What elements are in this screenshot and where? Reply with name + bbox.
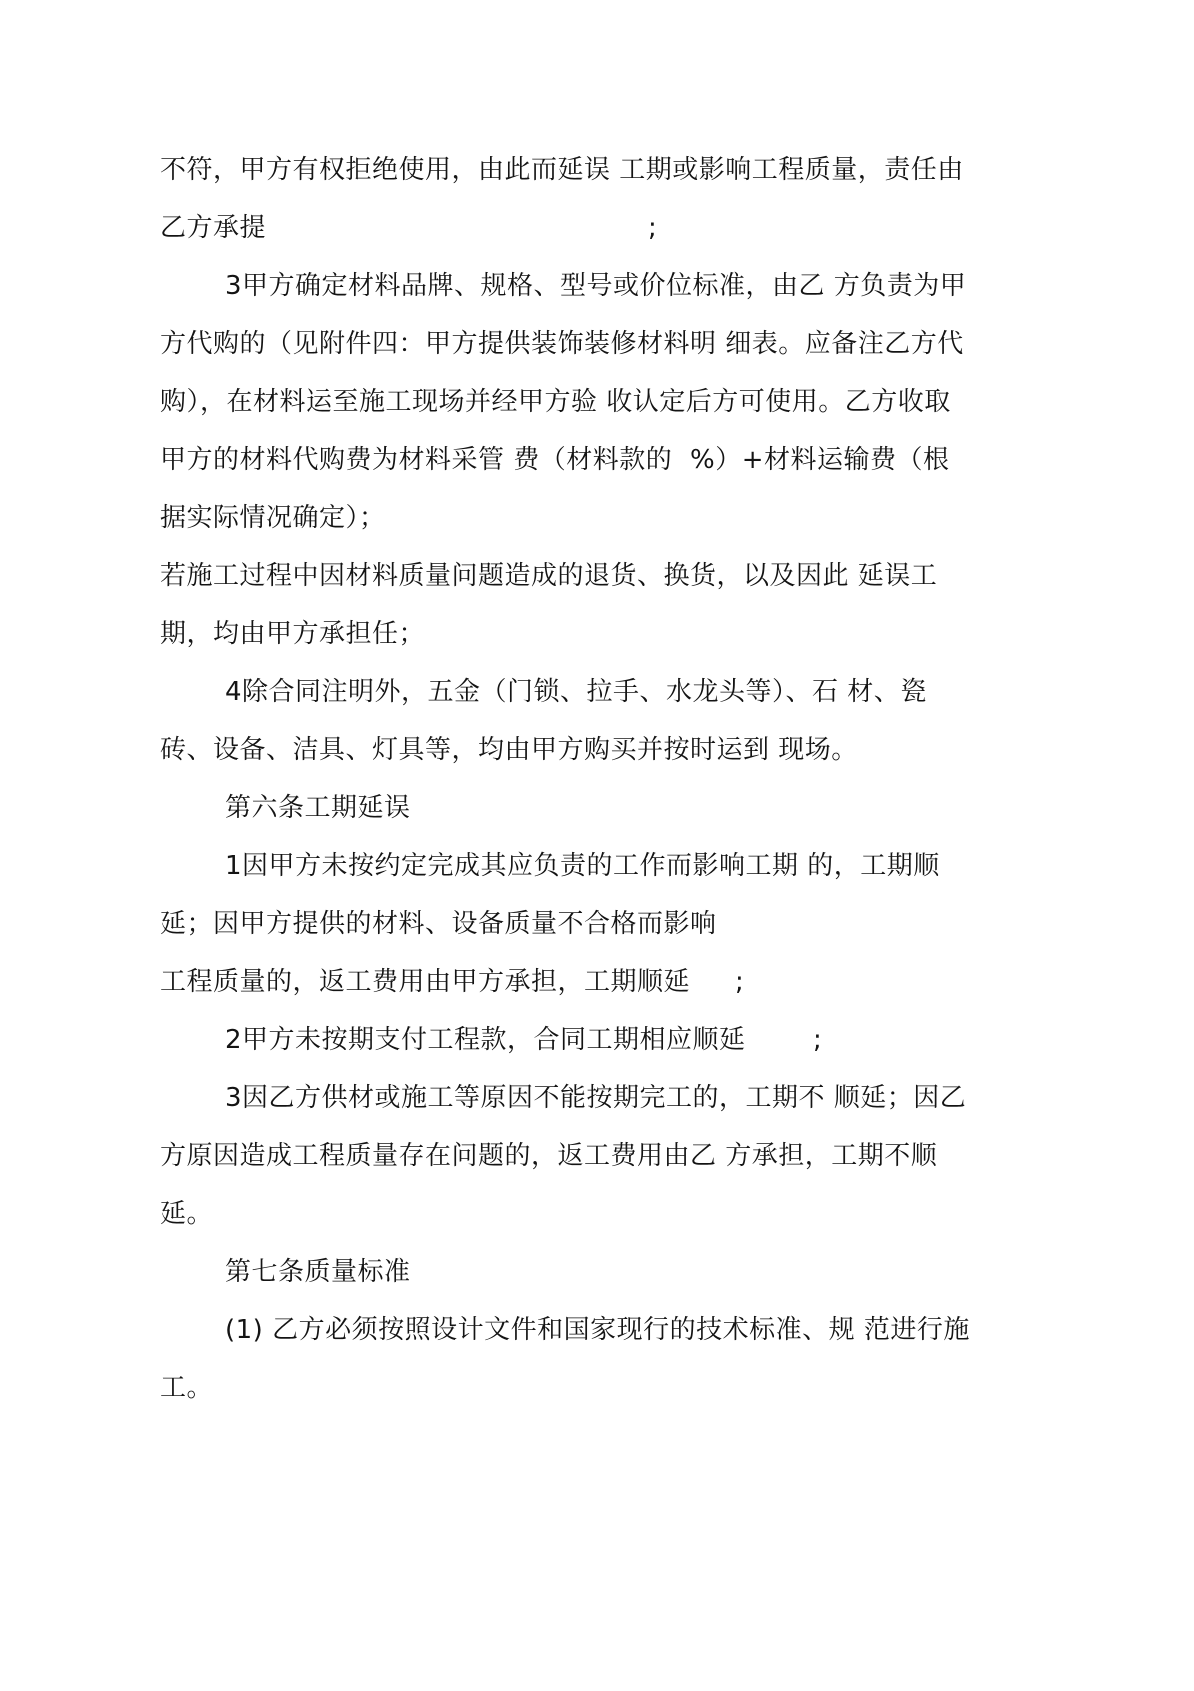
text-line-9: 期，均由甲方承担任； bbox=[160, 619, 426, 649]
text-line-11: 砖、设备、洁具、灯具等，均由甲方购买并按时运到 现场。 bbox=[160, 735, 858, 765]
text-line-8: 若施工过程中因材料质量问题造成的退货、换货，以及因此 延误工 bbox=[160, 561, 938, 591]
text-line-6 bbox=[160, 443, 950, 477]
text-line-18: 方原因造成工程质量存在问题的，返工费用由乙 方承担，工期不顺 bbox=[160, 1141, 938, 1171]
text-line-2-content: 乙方承提 bbox=[160, 213, 267, 243]
text-line-16-content: 2甲方未按期支付工程款，合同工期相应顺延 bbox=[225, 1025, 746, 1055]
text-line-19: 延。 bbox=[160, 1199, 214, 1229]
text-line-15-content: 工程质量的，返工费用由甲方承担，工期顺延 bbox=[160, 967, 691, 997]
text-line-22: 工。 bbox=[160, 1373, 214, 1403]
section-heading-article-7: 第七条质量标准 bbox=[225, 1257, 411, 1287]
text-line-5: 购），在材料运至施工现场并经甲方验 收认定后方可使用。乙方收取 bbox=[160, 387, 951, 417]
semicolon-mark: ; bbox=[648, 213, 658, 243]
text-line-21: (1) 乙方必须按照设计文件和国家现行的技术标准、规 范进行施 bbox=[225, 1315, 970, 1345]
text-line-17: 3因乙方供材或施工等原因不能按期完工的，工期不 顺延；因乙 bbox=[225, 1083, 967, 1113]
text-line-14: 延；因甲方提供的材料、设备质量不合格而影响 bbox=[160, 909, 717, 939]
text-line-7: 据实际情况确定）； bbox=[160, 503, 386, 533]
semicolon-mark: ; bbox=[813, 1025, 823, 1055]
section-heading-article-6: 第六条工期延误 bbox=[225, 793, 411, 823]
text-line-10: 4除合同注明外，五金（门锁、拉手、水龙头等）、石 材、瓷 bbox=[225, 677, 927, 707]
text-line-15 bbox=[160, 965, 745, 999]
text-line-1: 不符，甲方有权拒绝使用，由此而延误 工期或影响工程质量，责任由 bbox=[160, 155, 964, 185]
text-line-3: 3甲方确定材料品牌、规格、型号或价位标准，由乙 方负责为甲 bbox=[225, 271, 967, 301]
text-line-6-content: 甲方的材料代购费为材料采管 费（材料款的 bbox=[160, 445, 673, 475]
text-line-4: 方代购的（见附件四：甲方提供装饰装修材料明 细表。应备注乙方代 bbox=[160, 329, 964, 359]
text-line-13: 1因甲方未按约定完成其应负责的工作而影响工期 的，工期顺 bbox=[225, 851, 940, 881]
text-line-2 bbox=[160, 211, 658, 245]
text-line-6-tail: %）+材料运输费（根 bbox=[690, 445, 950, 475]
text-line-16 bbox=[225, 1023, 823, 1057]
semicolon-mark: ; bbox=[735, 967, 745, 997]
